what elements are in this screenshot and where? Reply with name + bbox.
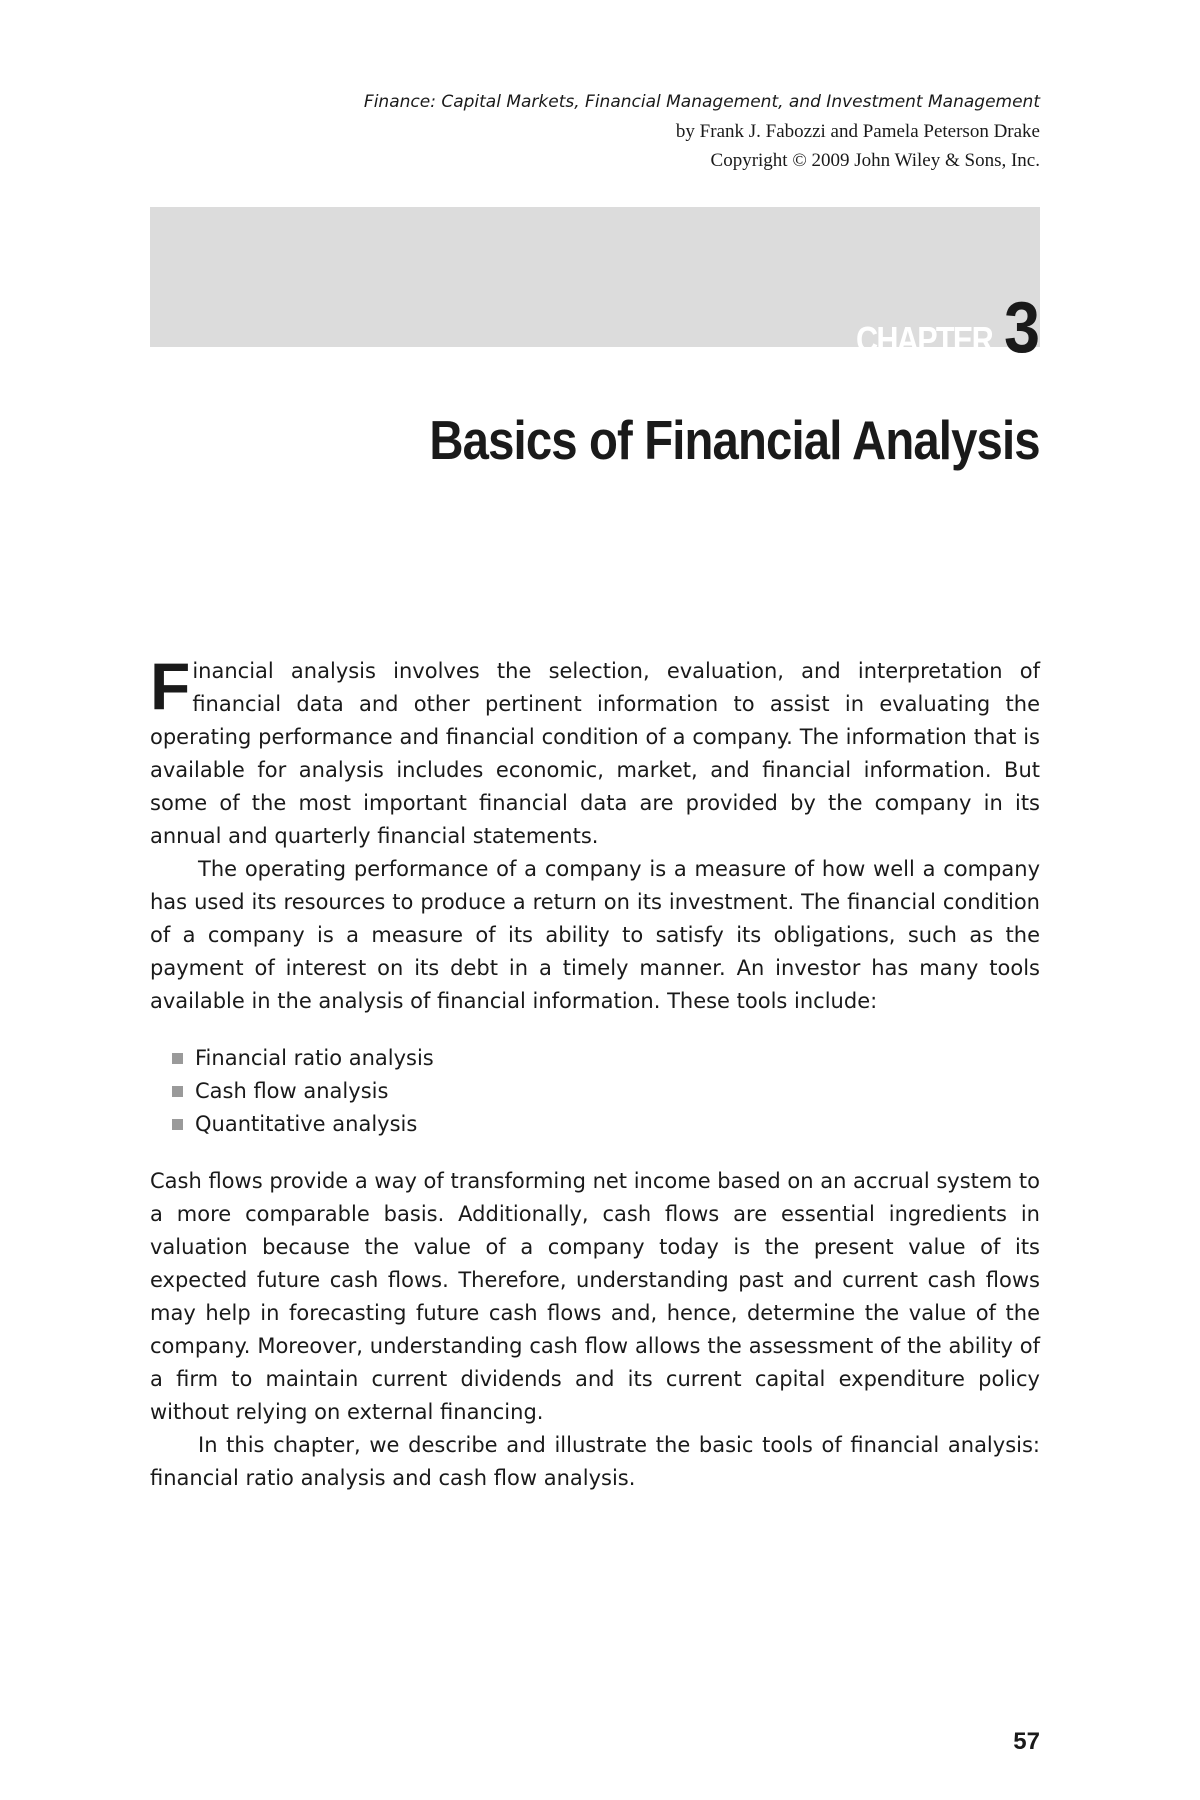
paragraph-intro-text: inancial analysis involves the selection, evaluation, and interpretation of financial data and other pertinent information to assist in evaluating the operating performance and financial condition of a company. The information that is available for analysis includes economic, market, and financial information. But some of the most important financial data are provided by the company in its annual and quarterly financial statements.	[150, 659, 1040, 848]
list-item: Quantitative analysis	[172, 1108, 1040, 1141]
list-item: Financial ratio analysis	[172, 1042, 1040, 1075]
square-bullet-icon	[172, 1086, 183, 1097]
drop-cap: F	[150, 649, 191, 723]
chapter-number: 3	[1003, 288, 1040, 368]
paragraph: In this chapter, we describe and illustrate the basic tools of financial analysis: financial ratio analysis and cash flow analysis.	[150, 1433, 1040, 1490]
square-bullet-icon	[172, 1053, 183, 1064]
square-bullet-icon	[172, 1119, 183, 1130]
page-number: 57	[1013, 1728, 1040, 1755]
copyright-line: Copyright © 2009 John Wiley & Sons, Inc.	[710, 150, 1040, 171]
authors-line: by Frank J. Fabozzi and Pamela Peterson Drake	[675, 121, 1040, 142]
chapter-label	[832, 288, 1040, 368]
paragraph: Cash flows provide a way of transforming net income based on an accrual system to a more comparable basis. Additionally, cash flows are essential ingredients in valuation because the value of a company today is the present value of its expected future cash flows. Therefore, understanding past and current cash flows may help in forecasting future cash flows and, hence, determine the value of the company. Moreover, understanding cash flow allows the assessment of the ability of a firm to maintain current dividends and its current capital expenditure policy without relying on external financing.	[150, 1169, 1041, 1424]
tools-list	[172, 1042, 1040, 1141]
chapter-body	[150, 649, 1041, 1495]
paragraph-intro	[150, 649, 1040, 853]
chapter-title: Basics of Financial Analysis	[429, 409, 1040, 471]
source-citation	[140, 88, 1040, 175]
book-title: Finance: Capital Markets, Financial Management, and Investment Management	[363, 92, 1040, 112]
paragraph: The operating performance of a company is a measure of how well a company has used its resources to produce a return on its investment. The financial condition of a company is a measure of its ability to satisfy its obligations, such as the payment of interest on its debt in a timely manner. An investor has many tools available in the analysis of financial information. These tools include:	[150, 857, 1040, 1013]
list-item: Cash flow analysis	[172, 1075, 1040, 1108]
chapter-word: CHAPTER	[855, 319, 992, 360]
